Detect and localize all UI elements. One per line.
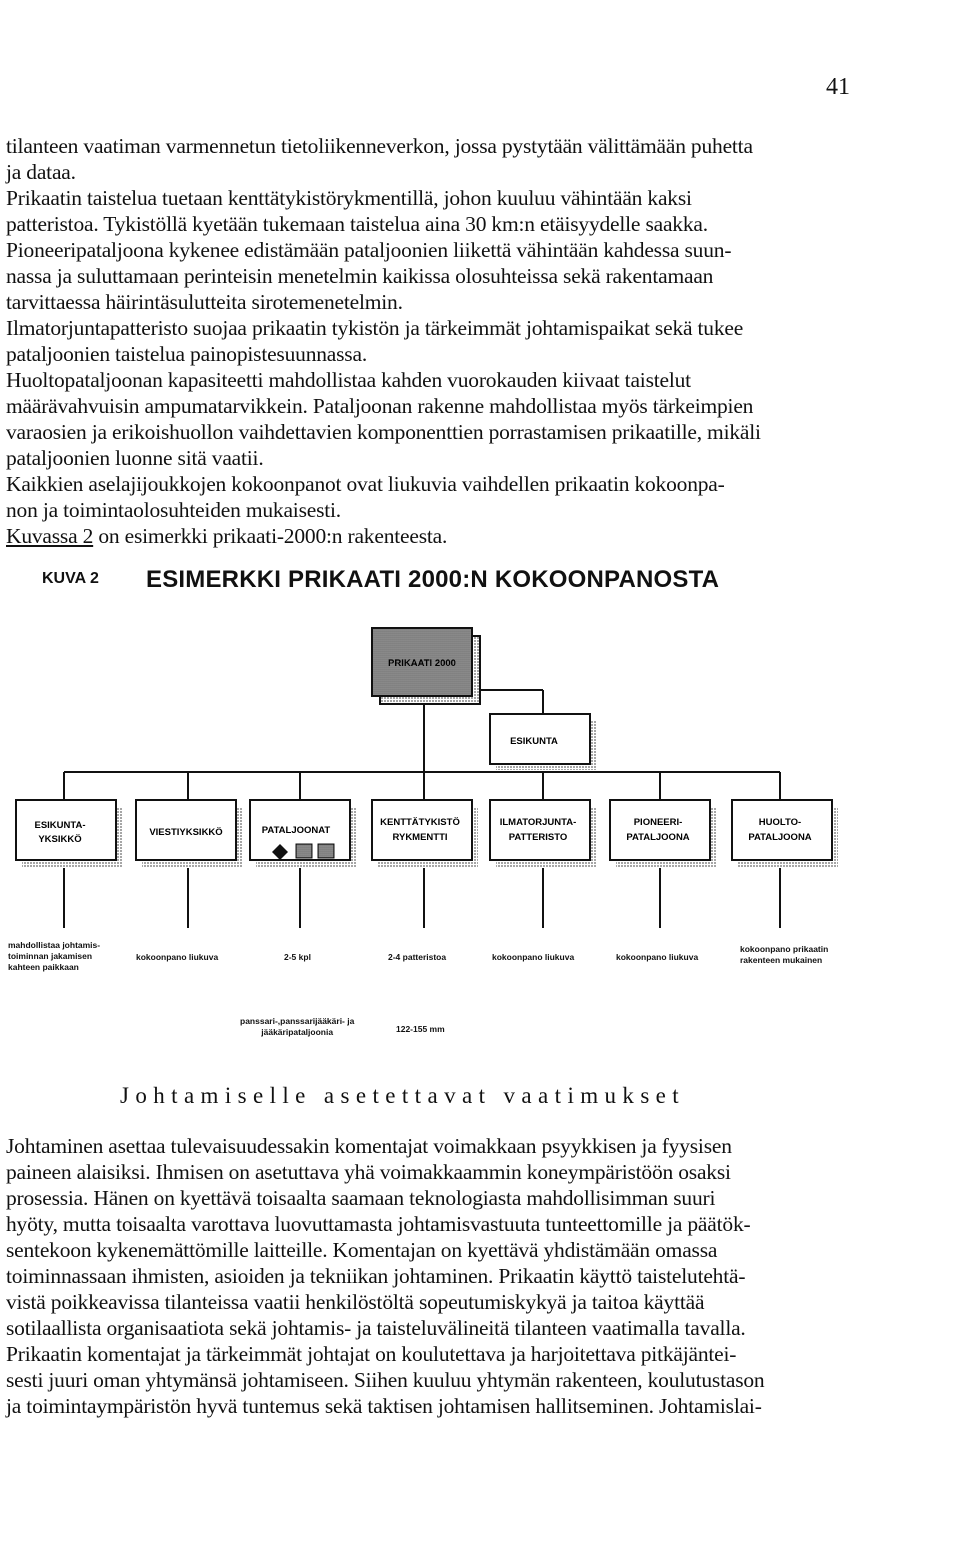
- figure-reference-rest: on esimerkki prikaati-2000:n rakenteesta.: [93, 524, 448, 548]
- note-battalion-types-line-0: panssari-,panssarijääkäri- ja: [240, 1016, 355, 1026]
- intro-text-line: Pioneeripataljoona kykenee edistämään pataljoonien liikettä vähintään kahdessa suun-: [6, 238, 732, 262]
- intro-text-line: non ja toimintaolosuhteiden mukaisesti.: [6, 498, 341, 522]
- note-battalion-types: [240, 1016, 354, 1038]
- note-battalions-line-0: 2-5 kpl: [284, 952, 311, 962]
- intro-text-line: patteristoa. Tykistöllä kyetään tukemaan taistelua aina 30 km:n etäisyydelle saakka.: [6, 212, 708, 236]
- body-text-line: paineen alaisiksi. Ihmisen on asetuttava yhä voimakkaammin koneympäristöön osaksi: [6, 1160, 731, 1184]
- org-box-unit-4-line-1: PATTERISTO: [508, 832, 568, 843]
- intro-text-line: määrävahvuisin ampumatarvikkein. Pataljoonan rakenne mahdollistaa myös tärkeimpien: [6, 394, 754, 418]
- note-logistics-line-1: rakenteen mukainen: [740, 955, 823, 965]
- org-box-unit-2-line-0: PATALJOONAT: [261, 825, 331, 836]
- org-box-hq-label: ESIKUNTA: [510, 736, 558, 747]
- org-box-unit-5: [610, 800, 716, 868]
- body-text-line: sotilaallista organisaatiota sekä johtamis- ja taisteluvälineitä tilanteen vaatimalla tavalla.: [6, 1316, 746, 1340]
- org-box-unit-1: [136, 800, 242, 868]
- intro-text-line: Prikaatin taistelua tuetaan kenttätykistörykmentillä, johon kuuluu vähintään kaksi: [6, 186, 692, 210]
- body-text-line: ja toimintaympäristön hyvä tuntemus sekä taktisen johtamisen hallitseminen. Johtamislai-: [6, 1394, 762, 1418]
- figure-label: KUVA 2: [42, 570, 99, 587]
- note-engineer: [616, 952, 698, 963]
- note-artillery-line-0: 2-4 patteristoa: [388, 952, 447, 962]
- body-text-line: toiminnassaan ihmisten, asioiden ja tekniikan johtaminen. Prikaatin käyttö taistelutehtä-: [6, 1264, 746, 1288]
- note-signal-unit-line-0: kokoonpano liukuva: [136, 952, 219, 962]
- note-battalions: [284, 952, 311, 963]
- note-caliber: 122-155 mm: [396, 1024, 445, 1034]
- org-box-brigade: [372, 628, 480, 704]
- org-box-unit-1-line-0: VIESTIYKSIKKÖ: [149, 827, 223, 838]
- intro-text-line: tilanteen vaatiman varmennetun tietoliikenneverkon, jossa pystytään välittämään puhetta: [6, 134, 753, 158]
- note-battalion-types-line-1: jääkäripataljoonia: [261, 1027, 334, 1037]
- org-box-unit-4-line-0: ILMATORJUNTA-: [499, 817, 577, 828]
- org-box-unit-3-line-1: RYKMENTTI: [392, 832, 448, 843]
- body-text-line: hyöty, mutta toisaalta varottava luovuttamasta johtamisvastuuta tunteettomille ja päätök-: [6, 1212, 751, 1236]
- org-box-unit-0-line-1: YKSIKKÖ: [38, 834, 82, 845]
- org-box-hq: [490, 714, 596, 770]
- org-box-unit-0: [16, 800, 122, 868]
- figure-reference: [6, 523, 852, 549]
- intro-text-line: varaosien ja erikoishuollon vaihdettavien komponenttien porrastamisen prikaatille, mikäli: [6, 420, 761, 444]
- note-hq-unit-line-2: kahteen paikkaan: [8, 962, 79, 972]
- note-signal-unit: [136, 952, 218, 963]
- org-box-unit-2: [250, 800, 356, 868]
- infantry-symbol-icon: [318, 844, 334, 858]
- intro-text-line: Ilmatorjuntapatteristo suojaa prikaatin tykistön ja tärkeimmät johtamispaikat sekä tukee: [6, 316, 744, 340]
- note-hq-unit-line-1: toiminnan jakamisen: [8, 951, 93, 961]
- org-box-unit-6-line-0: HUOLTO-: [758, 817, 802, 828]
- note-logistics: [740, 944, 828, 966]
- body-text-line: vistä poikkeavissa tilanteissa vaatii henkilöstöltä sopeutumiskykyä ja taitoa käyttää: [6, 1290, 705, 1314]
- note-artillery: [388, 952, 446, 963]
- tank-symbol-icon: [296, 844, 312, 858]
- intro-text-line: nassa ja suluttamaan perinteisin menetelmin kaikissa olosuhteissa sekä rakentamaan: [6, 264, 714, 288]
- org-chart: [0, 610, 960, 1070]
- intro-text: [6, 133, 852, 523]
- note-hq-unit-line-0: mahdollistaa johtamis-: [8, 940, 101, 950]
- org-box-unit-6: [732, 800, 838, 868]
- org-box-unit-4: [490, 800, 596, 868]
- body-text-line: Prikaatin komentajat ja tärkeimmät johtajat on koulutettava ja harjoitettava pitkäjäntei-: [6, 1342, 737, 1366]
- note-logistics-line-0: kokoonpano prikaatin: [740, 944, 829, 954]
- note-engineer-line-0: kokoonpano liukuva: [616, 952, 699, 962]
- body-text-line: prosessia. Hänen on kyettävä toisaalta saamaan teknologiasta mahdollisimman suuri: [6, 1186, 716, 1210]
- org-box-unit-3-line-0: KENTTÄTYKISTÖ: [380, 817, 460, 828]
- note-air-defence: [492, 952, 574, 963]
- note-hq-unit: [8, 940, 100, 973]
- intro-text-line: pataljoonien luonne sitä vaatii.: [6, 446, 264, 470]
- org-box-unit-3: [372, 800, 478, 868]
- org-box-unit-5-line-0: PIONEERI-: [633, 817, 683, 828]
- figure-link[interactable]: Kuvassa 2: [6, 524, 94, 548]
- section-heading: Johtamiselle asetettavat vaatimukset: [120, 1083, 686, 1108]
- intro-text-line: ja dataa.: [6, 160, 76, 184]
- intro-text-line: Kaikkien aselajijoukkojen kokoonpanot ovat liukuvia vaihdellen prikaatin kokoonpa-: [6, 472, 725, 496]
- org-box-brigade-label: PRIKAATI 2000: [388, 658, 456, 669]
- intro-text-line: tarvittaessa häirintäsulutteita sirotemenetelmin.: [6, 290, 403, 314]
- org-box-unit-5-line-1: PATALJOONA: [626, 832, 690, 843]
- note-air-defence-line-0: kokoonpano liukuva: [492, 952, 575, 962]
- body-text-line: Johtaminen asettaa tulevaisuudessakin komentajat voimakkaan psyykkisen ja fyysisen: [6, 1134, 732, 1158]
- org-box-unit-0-line-0: ESIKUNTA-: [34, 820, 86, 831]
- body-text: [6, 1133, 852, 1419]
- org-box-unit-6-line-1: PATALJOONA: [748, 832, 812, 843]
- body-text-line: sentekoon kykenemättömille laitteille. Komentajan on kyettävä yhdistämään omassa: [6, 1238, 718, 1262]
- intro-text-line: Huoltopataljoonan kapasiteetti mahdollistaa kahden vuorokauden kiivaat taistelut: [6, 368, 691, 392]
- intro-text-line: pataljoonien taistelua painopistesuunnassa.: [6, 342, 367, 366]
- figure-title: ESIMERKKI PRIKAATI 2000:N KOKOONPANOSTA: [146, 566, 720, 593]
- body-text-line: sesti juuri oman yhtymänsä johtamiseen. Siihen kuuluu yhtymän rakenteen, koulutustason: [6, 1368, 765, 1392]
- page-number: 41: [826, 74, 850, 100]
